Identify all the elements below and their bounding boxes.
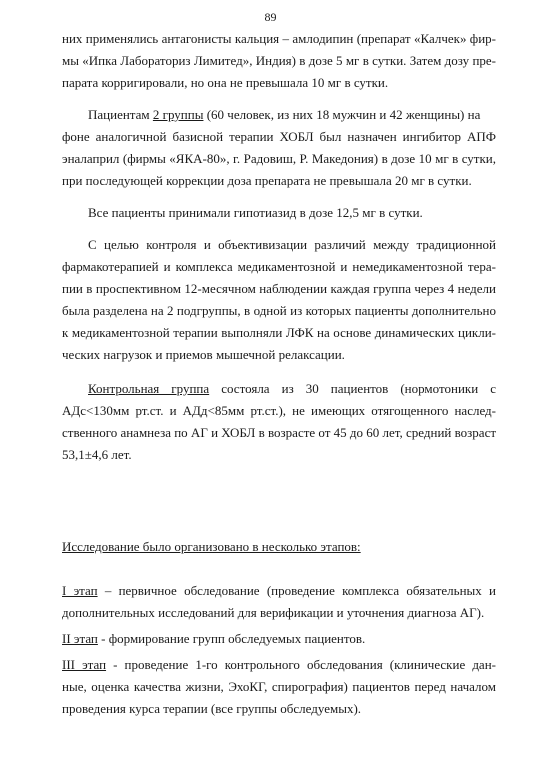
control-group-label: Контрольная группа	[88, 381, 210, 396]
paragraph-4-line-3: пии в проспективном 12-месячном наблюдении каждая группа через 4 недели	[62, 281, 496, 296]
stage-1-text: – первичное обследование (проведение комплекса обязательных и	[97, 583, 496, 598]
paragraph-5-line-1	[88, 380, 496, 398]
stage-1-line-1	[62, 582, 496, 600]
stage-2-line-1	[62, 630, 496, 648]
paragraph-5-text-b: состояла из 30 пациентов (нормотоники с	[209, 381, 496, 396]
paragraph-2-line-1	[88, 106, 496, 124]
paragraph-5-line-3: ственного анамнеза по АГ и ХОБЛ в возрасте от 45 до 60 лет, средний возраст	[62, 425, 497, 440]
paragraph-3-line-1: Все пациенты принимали гипотиазид в дозе 12,5 мг в сутки.	[88, 205, 423, 220]
stage-3-text: - проведение 1-го контрольного обследования (клинические дан-	[106, 657, 496, 672]
paragraph-5-line-2: АДс<130мм рт.ст. и АДд<85мм рт.ст.), не имеющих отягощенного наслед-	[62, 403, 496, 418]
paragraph-5-line-4: 53,1±4,6 лет.	[62, 447, 132, 462]
stage-2-label: II этап	[62, 631, 98, 646]
stage-3-line-3: проведения курса терапии (все группы обследуемых).	[62, 701, 362, 716]
stage-1-line-2: дополнительных исследований для верификации и уточнения диагноза АГ).	[62, 605, 485, 620]
paragraph-2-text-b: (60 человек, из них 18 мужчин и 42 женщины) на	[203, 107, 481, 122]
stage-3-label: III этап	[62, 657, 107, 672]
group-2-label: 2 группы	[152, 107, 204, 122]
stage-3-line-2: ные, оценка качества жизни, ЭхоКГ, спирография) пациентов перед началом	[62, 679, 496, 694]
paragraph-2-line-4: при последующей коррекции доза препарата не превышала 20 мг в сутки.	[62, 173, 472, 188]
paragraph-4-line-6: ческих нагрузок и приемов мышечной релаксации.	[62, 347, 345, 362]
paragraph-4-line-2: фармакотерапией и комплекса медикаментозной и немедикаментозной тера-	[62, 259, 496, 274]
paragraph-4-line-5: к медикаментозной терапии выполняли ЛФК на основе динамических цикли-	[62, 325, 496, 340]
stage-1-label: I этап	[62, 583, 98, 598]
paragraph-1-line-2: мы «Ипка Лабораториз Лимитед», Индия) в дозе 5 мг в сутки. Затем дозу пре-	[62, 53, 496, 68]
stage-2-text: - формирование групп обследуемых пациентов.	[97, 631, 366, 646]
stage-3-line-1	[62, 656, 496, 674]
paragraph-1-line-3: парата корригировали, но она не превышала 10 мг в сутки.	[62, 75, 389, 90]
paragraph-2-line-2: фоне аналогичной базисной терапии ХОБЛ был назначен ингибитор АПФ	[62, 129, 496, 144]
section-heading: Исследование было организовано в несколько этапов:	[62, 539, 361, 554]
paragraph-4-line-4: была разделена на 2 подгруппы, в одной из которых пациенты дополнительно	[62, 303, 496, 318]
paragraph-2-line-3: эналаприл (фирмы «ЯКА-80», г. Радовиш, Р. Македония) в дозе 10 мг в сутки,	[62, 151, 496, 166]
page-number: 89	[264, 10, 277, 24]
paragraph-4-line-1: С целью контроля и объективизации различий между традиционной	[88, 237, 496, 252]
paragraph-1-line-1: них применялись антагонисты кальция – амлодипин (препарат «Калчек» фир-	[62, 31, 496, 46]
paragraph-2-text-a: Пациентам	[88, 107, 153, 122]
